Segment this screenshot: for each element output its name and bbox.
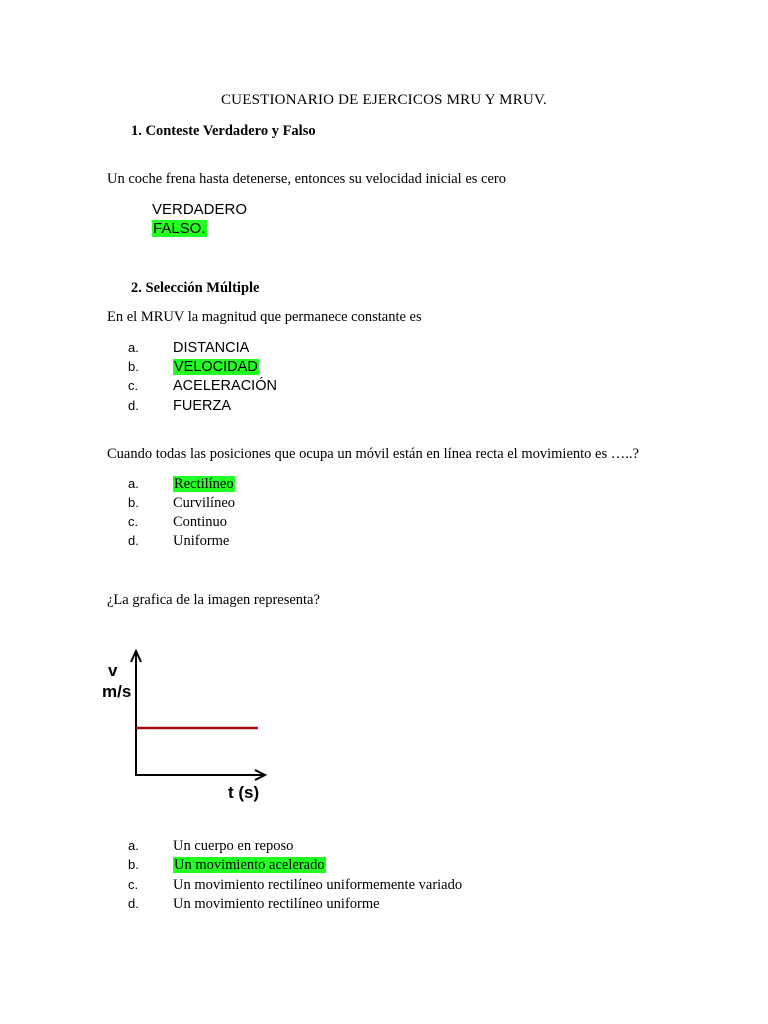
option-verdadero — [152, 201, 247, 218]
q3-option-b — [128, 493, 235, 512]
option-letter: a. — [128, 838, 139, 853]
option-label-highlighted: Rectilíneo — [174, 476, 234, 492]
option-letter: a. — [128, 340, 139, 355]
page-title: CUESTIONARIO DE EJERCICOS MRU Y MRUV. — [220, 92, 548, 108]
option-label: VERDADERO — [152, 201, 248, 218]
graph-y-label-v: v — [108, 661, 118, 680]
section-1-heading: 1. Conteste Verdadero y Falso — [131, 123, 316, 139]
option-falso — [152, 220, 207, 237]
option-letter: d. — [128, 533, 139, 548]
q3-option-d — [128, 531, 229, 550]
graph-x-label: t (s) — [228, 783, 260, 802]
option-label: Un cuerpo en reposo — [173, 838, 294, 854]
question-2-text: En el MRUV la magnitud que permanece constante es — [107, 309, 422, 325]
q3-option-a — [128, 474, 235, 493]
option-letter: c. — [128, 378, 139, 393]
option-label: Uniforme — [173, 533, 230, 549]
option-letter: d. — [128, 896, 139, 911]
q2-option-c — [128, 376, 277, 395]
graph-y-label-unit: m/s — [102, 682, 132, 701]
option-label: ACELERACIÓN — [173, 378, 277, 394]
option-letter: c. — [128, 877, 139, 892]
graph-svg — [102, 648, 270, 802]
q2-option-d — [128, 396, 231, 415]
option-label: DISTANCIA — [173, 340, 250, 356]
q3-option-c — [128, 512, 227, 531]
option-label: FUERZA — [173, 398, 231, 414]
option-label-highlighted: Un movimiento acelerado — [174, 857, 325, 873]
question-3-text: Cuando todas las posiciones que ocupa un móvil están en línea recta el movimiento es …..? — [107, 446, 639, 462]
option-label-highlighted: VELOCIDAD — [174, 359, 258, 375]
option-letter: b. — [128, 495, 139, 510]
q4-option-b — [128, 855, 326, 874]
option-label: Un movimiento rectilíneo uniformemente variado — [173, 877, 463, 893]
section-2-heading: 2. Selección Múltiple — [131, 280, 260, 296]
option-letter: b. — [128, 359, 139, 374]
option-letter: c. — [128, 514, 139, 529]
option-letter: b. — [128, 857, 139, 872]
q2-option-a — [128, 338, 249, 357]
option-label-highlighted: FALSO. — [153, 220, 206, 237]
velocity-time-graph — [102, 648, 270, 802]
option-label: Curvilíneo — [173, 495, 236, 511]
option-label: Continuo — [173, 514, 227, 530]
question-4-text: ¿La grafica de la imagen representa? — [107, 592, 320, 608]
q4-option-c — [128, 875, 462, 894]
option-letter: d. — [128, 398, 139, 413]
q4-option-a — [128, 836, 293, 855]
q4-option-d — [128, 894, 380, 913]
question-1-text: Un coche frena hasta detenerse, entonces su velocidad inicial es cero — [107, 171, 506, 187]
q2-option-b — [128, 357, 259, 376]
option-letter: a. — [128, 476, 139, 491]
option-label: Un movimiento rectilíneo uniforme — [173, 896, 380, 912]
